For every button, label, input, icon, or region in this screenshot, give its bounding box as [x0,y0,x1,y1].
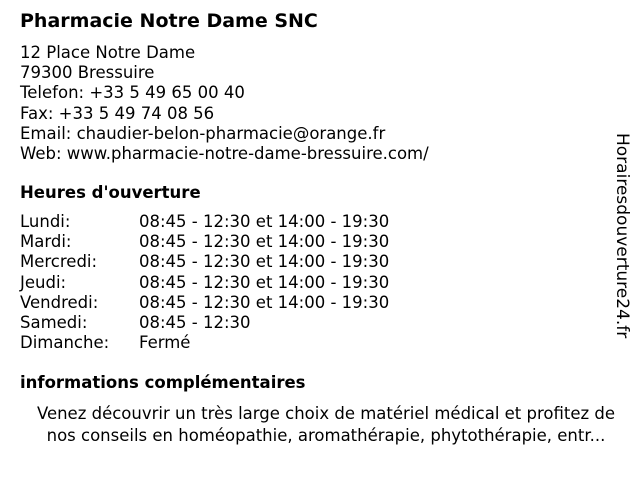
fax-number: Fax: +33 5 49 74 08 56 [20,103,215,123]
day-label: Mardi: [20,232,72,252]
description-line: nos conseils en homéopathie, aromathérapie, phytothérapie, entr... [46,425,606,445]
opening-hours-heading: Heures d'ouverture [20,183,201,202]
additional-info-heading: informations complémentaires [20,373,306,392]
time-range: 08:45 - 12:30 et 14:00 - 19:30 [139,212,390,231]
additional-info-text [20,403,632,446]
website-url: Web: www.pharmacie-notre-dame-bressuire.com/ [20,143,429,163]
phone-number: Telefon: +33 5 49 65 00 40 [20,83,245,103]
day-label: Dimanche: [20,333,110,353]
description-line: Venez découvrir un très large choix de matériel médical et profitez de [36,404,616,423]
time-range: Fermé [139,333,191,353]
time-range: 08:45 - 12:30 et 14:00 - 19:30 [139,232,390,252]
contact-block [20,43,429,164]
day-label: Samedi: [20,312,88,332]
site-watermark: Horairesdouverture24.fr [612,133,632,339]
time-range: 08:45 - 12:30 et 14:00 - 19:30 [139,272,390,292]
day-label: Mercredi: [20,252,98,272]
address-city: 79300 Bressuire [20,63,155,83]
day-label: Vendredi: [20,292,99,312]
time-range: 08:45 - 12:30 et 14:00 - 19:30 [139,292,390,312]
day-label: Jeudi: [20,272,67,292]
time-range: 08:45 - 12:30 et 14:00 - 19:30 [139,252,390,272]
pharmacy-name: Pharmacie Notre Dame SNC [20,10,318,32]
time-range: 08:45 - 12:30 [139,312,251,332]
day-label: Lundi: [20,212,71,231]
address-street: 12 Place Notre Dame [20,43,196,62]
email-address: Email: chaudier-belon-pharmacie@orange.fr [20,123,386,143]
